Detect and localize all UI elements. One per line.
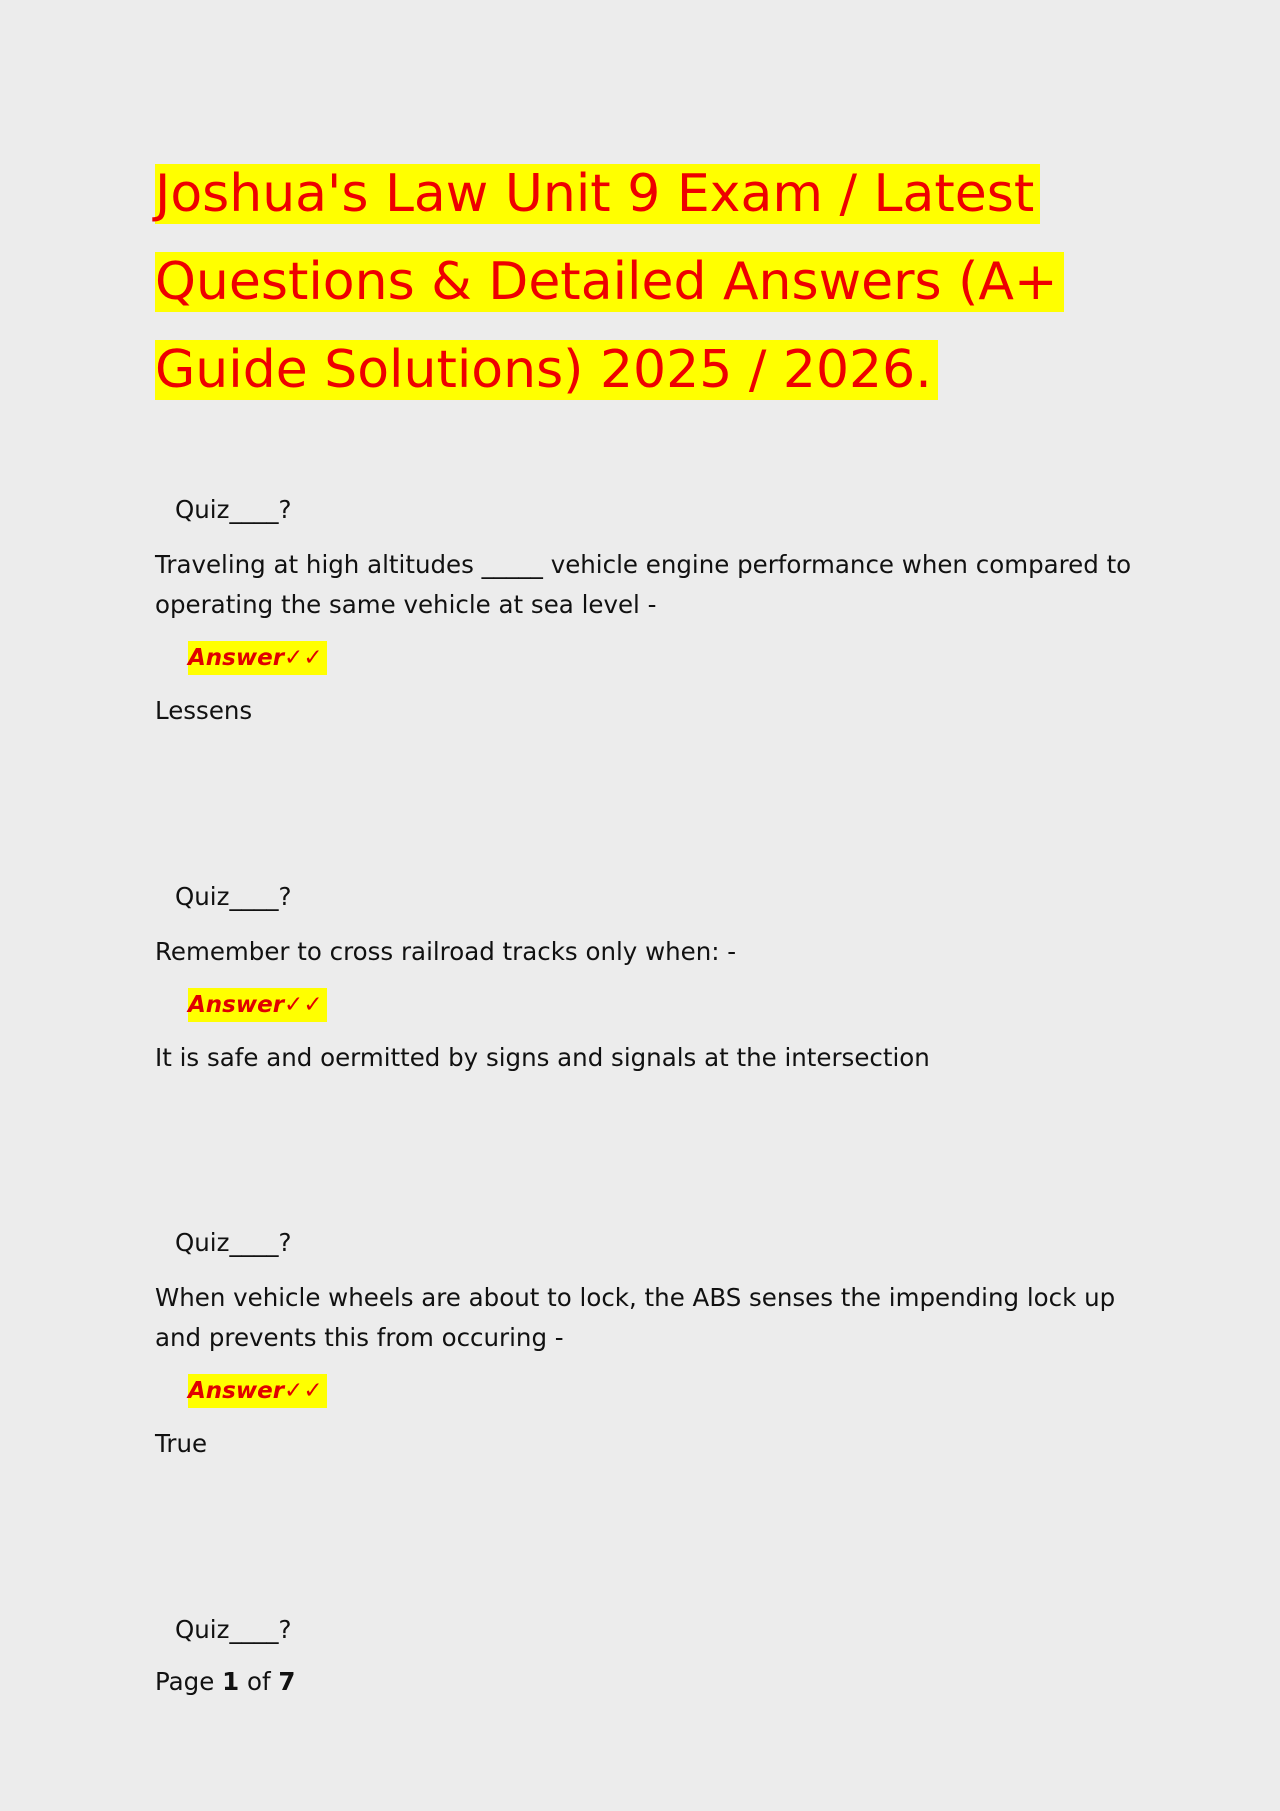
page-of: of [246,1667,271,1696]
question-text: Traveling at high altitudes _____ vehicle engine performance when compared to operating the same vehicle at sea level - [155,550,1132,619]
document-title [155,150,1135,414]
page-current: 1 [222,1667,240,1696]
title-line: Guide Solutions) 2025 / 2026. [155,340,938,400]
answer-text: It is safe and oermitted by signs and signals at the intersection [155,1043,930,1072]
question-text: Remember to cross railroad tracks only when: - [155,937,737,966]
quiz-item [155,1613,1135,1647]
quiz-label: Quiz____? [175,1228,292,1257]
title-line: Questions & Detailed Answers (A+ [155,252,1064,312]
quiz-item [155,880,1135,1076]
document-page [155,150,1135,414]
title-line: Joshua's Law Unit 9 Exam / Latest [155,164,1040,224]
quiz-label: Quiz____? [175,495,292,524]
answer-text: True [155,1429,208,1458]
answer-tag: Answer✓✓ [188,988,327,1022]
quiz-item [155,1226,1135,1462]
quiz-label: Quiz____? [175,1615,292,1644]
quiz-item [155,493,1135,729]
page-total: 7 [278,1667,296,1696]
answer-tag: Answer✓✓ [188,1374,327,1408]
question-text: When vehicle wheels are about to lock, the ABS senses the impending lock up and prevents this from occuring - [155,1283,1116,1352]
quiz-label: Quiz____? [175,882,292,911]
answer-text: Lessens [155,696,253,725]
answer-tag: Answer✓✓ [188,641,327,675]
page-prefix: Page [155,1667,215,1696]
page-number [155,1664,295,1700]
